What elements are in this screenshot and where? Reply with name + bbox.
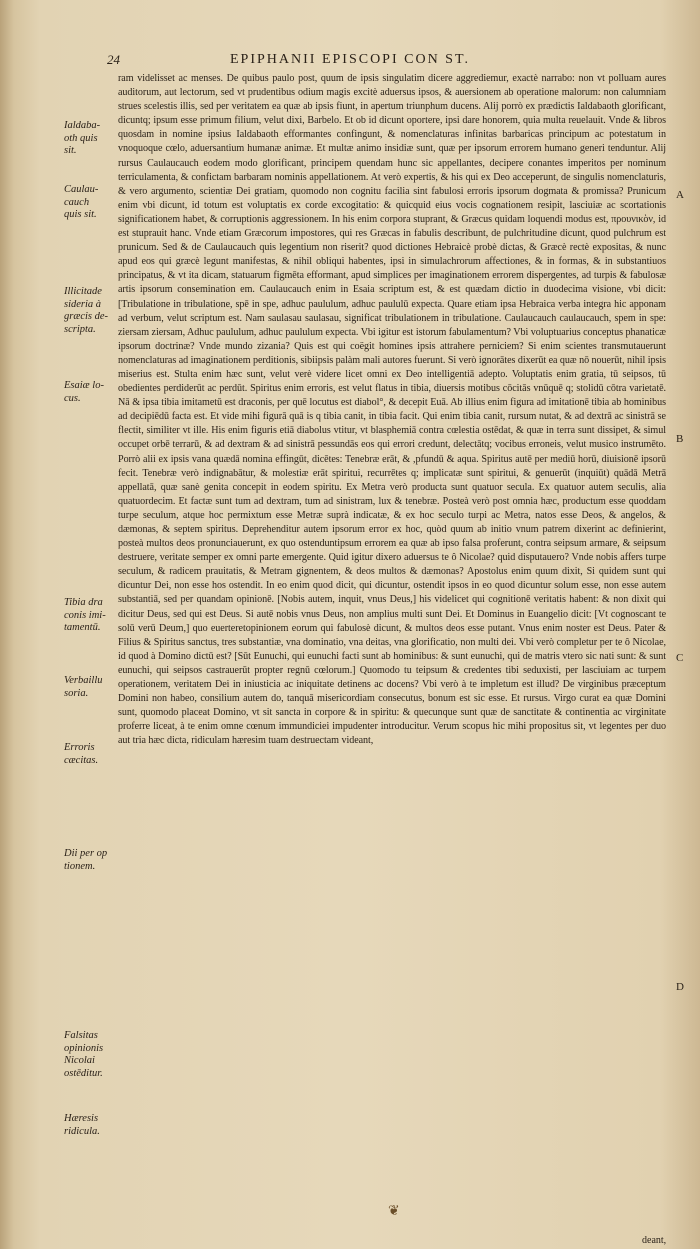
margin-note-line: ridicula. bbox=[64, 1125, 100, 1137]
margin-note-line: cus. bbox=[64, 392, 81, 404]
margin-note-line: Erroris bbox=[64, 742, 95, 753]
margin-note-line: Verbaillu bbox=[64, 675, 103, 686]
margin-note-line: Illicitade bbox=[64, 286, 102, 297]
section-letter-c: C bbox=[676, 652, 684, 664]
margin-note-illicita bbox=[64, 286, 118, 336]
margin-note-line: cæcitas. bbox=[64, 754, 99, 766]
printers-ornament-icon: ❦ bbox=[388, 1204, 400, 1219]
catchword: deant, bbox=[642, 1235, 667, 1246]
main-text: ram videlisset ac menses. De quibus paulo post, quum de ipsis singulatim dicere aggrediemur, exactè narrabo: non vt polluam aures auditorum, aut lectorum, sed vt prudentibus odium magis excitè aduersus ipsos, & auersionem ab operatione malorum: non calumniam strues scelestis illis, sed per veritatem ea quæ ab ipsis fiunt, in apertum triunphum ducens. Alij porrò ex prædictis Ialdabaoth glorificant, dicuntq; ipsum esse primum filium, velut dixi, Barbelo. Et ob id dicunt oportere, ipsi dare honorem, quia multa reuelauit. Vnde & libros quosdam in nomine ipsius Ialdabaoth efformantes confingunt, & nomenclaturas infinitas barbaricas principum ac potestatum in vnoquoque cœlo, aduersantium humanæ animæ. Et multæ animo insidiæ sunt, quæ per ipsorum errorem humano generi tenduntur. Alij rursus Caulaucauch eodem modo glorificant, principem quendam hunc sic appellantes, decipere conantes imperitos per nominum terriculamenta, & confictam barbaram nominis appellationem. At verò expertis, & his qui ex Deo acceperunt, de singulis nomenclaturis, & vero argumento, scientiæ Dei gratiam, quomodo non cognitu facilia sint fabulosi erroris ipsorum dogmata & promissa? Prunicum enim vbi dicunt, id totum est voluptatis ex corde excogitatio: & quicquid eius vocis cognationem resipit, lasciuiæ ac scortationis significationem habet, & corruptionis aggressionem. In his enim corpora stuprant, & Græcus quidam loquendi modus est, προυνικὸν, id est stuprauit hanc. Vnde etiam Græcorum impostores, qui res Græcas in fabulis describunt, de pulchritudine dicunt, quod pulchrum est prunicum. Sed & de Caulaucauch quis legentium non riserit? quod dictiones Hebraicè probè dictas, & Græcè rectè expositas, & nunc apud eos qui græcè legunt manifestas, & nihil obliqui habentes, ipsi in simulachrorum affectiones, & in formas, & in substantiuos principatus, & vt ita dicam, statuarum figmēta efformant, apud simplices per imaginationem errorem dispergentes, ad turpis & fabulosæ artis ipsorum consemination em. Caulaucauch enim in Esaia scriptum est, & est quædam dictio in duodecima visione, vbi dicit: [Tribulatione in tribulatione, spē in spe, adhuc paululum, adhuc paululū expecta. Quare etiam ipsa Hebraica verba integra hic apponam ad verbum, velut scriptum est. Nam saulasau saulasau, significat tribulationem in tribulatione. Caulaucauch caulaucauch, spem in spe: ziersam ziersam, Adhuc paululum, adhuc paululum expecta. Vbi igitur est istorum fabulamentum? Vbi voluptuarius conceptus phanaticæ ipsorum doctrinæ? Vnde mundo zizania? Quis est qui coëgit homines ipsis attrahere perniciem? Si enim scientes transmutauerunt nomenclaturas ad imaginationem perditionis, sibiipsis palàm mali autores fuerunt. Si verò ignorātes dixerūt ea quæ nō nouerūt, nihil ipsis miserius est. Stulta enim hæc sunt, velut verè videre licet omni ex Deo intelligentiā adepto. Voluptatis enim gratia, tū seipsos, tū obedientes perdiderūt ac perdūt. Spiritus enim erroris, est velut flatus in tibia, diuersis motibus cōcitās vnūquē q; stolidū cōtra varietatē. Nā & ipsa tibia imitametū est draconis, per quē locutus est diabol°, & decepit Euā. Ab illius enim figura ad imitationē tibia ab hominibus ad decipiēdū facta est. Et vide mihi figurā quā is q tibia canit, in tibia facit. Qui enim tibia canit, rursum nutat, & ad dextrā ac sinistrā se flectit, similiter vt ille. His enim figuris etiā diabolus vtitur, vt blasphemiā contra cœlestia ostēdat, & quæ in terra sunt dissipet, & simul occupet orbē terrarū, & ad dextram & ad sinistrā pessundās eos qui errori credunt, delectātq; vocibus erroneis, velut musico instrumēto. Porrò alii ex ipsis vana quædā nomina effingūt, dicētes: Tenebræ erāt, & ,pfundū & aqua. Spiritus autē per mediū horū, diuisionē ipsorū fecit. Tenebræ verò indignabātur, & molestiæ erāt spiritui, recurrētes q; implicatæ sunt spiritui, & genuerūt (inquiūt) quādā Metrā appellatā, quæ sanè genita concepit in eodem spiritu. Ex Metra verò producta sunt quatuor secula. Ex quatuor autem seculis, alia quatuordecim. Et factæ sunt tum ad dextram, tum ad sinistram, lux & tenebræ. Posteà verò post omnia hæc, productum esse quoddam turpe seculum, atque hoc permixtum esse Metræ suprà indicatæ, & ex hoc seculo turpi ac Metra, natos esse Deos, & angelos, & dæmonas, & septem spiritus. Deprehenditur autem ipsorum error ex hoc, quòd quum ab initio vnum patrem dixerint ac definierint, posteà multos deos pronunciauerunt, ex quo ostenduntipsum errorem ea quæ ab ipso falsa proferunt, contra seipsum armare, & seipsum destruere, veritate semper ex omni parte emergente. Quid igitur dixero aduersus te ô Nicolae? quid disputauero? Vnde nobis affers turpe seculum, & radicem prauitatis, & Metram gignentem, & deos multos & dæmonas? Apostolus enim quum dixit, Si quidem sunt qui dicuntur Dei, non esse hos ostendit. In eo enim quod dicit, qui dicuntur, ostendit ipsos in eo quod dicuntur solum esse, non esse autem substantiā, sed per quandam opinionē. [Nobis autem, inquit, vnus Deus,] his videlicet qui cognitionē veritatis habent: & non dixit qui dicitur Deus, sed qui est Deus. Si autē nobis vnus Deus, non amplius multi sunt Dei. Et Dominus in Euangelio dicit: [Vt cognoscant te solū verū Deum,] quo euerteretopinionem eorum qui fabulosè dicunt, & multos deos esse putant. Vnus enim noster est Deus. Pater & Filius & Spiritus sanctus, tres substantiæ, vna dominatio, vna deitas, vna glorificatio, non multi dei. Vbi verò completur per te ô Nicolae, id quod à Domino dictū est? [Sūt Eunuchi, qui eunuchi facti sunt ab hominibus: & sunt eunuchi, qui de matris vtero sic nati sunt: & sunt eunuchi, qui seipsos castrauerūt propter regnū cœlorum.] Quomodo tu teipsum & credentes tibi seduxisti, per lasciuiam ac turpem operationem, veritatem Dei in iniusticia ac iniquitate detinens ac docens? Vbi verò à te impletum est illud? De virginibus præceptum Domini non habeo, consilium autem do, tanquā misericordiam consecutus, bonum est sic esse. Et rursus. Virgo curat ea quæ Domini sunt, quomodo placeat Domino, vt sit sancta in corpore & in spiritu: & quecunque sunt quæ de sanctitate & continentia ac virginitate proferre liceat, à te enim omne cœnum immundiciei impudenter introducitur. Verum scopus hic mihi propositus sit, vt legentes per duo aut tria hæc dicta, ridiculam hæresim tuam destruectam videant, bbox=[118, 73, 666, 747]
margin-note-line: soria. bbox=[64, 687, 89, 699]
margin-note-line: sideria à bbox=[64, 298, 102, 310]
margin-note-line: sit. bbox=[64, 145, 77, 156]
margin-note-line: Falsitas bbox=[64, 1030, 98, 1041]
margin-note-falsitas bbox=[64, 1030, 118, 1080]
margin-note-esaiae bbox=[64, 380, 118, 405]
running-head: EPIPHANII EPISCOPI CON ST. bbox=[230, 52, 470, 67]
margin-note-line: tamentū. bbox=[64, 622, 101, 633]
margin-note-line: conis imi- bbox=[64, 609, 106, 621]
section-letter-d: D bbox=[676, 981, 684, 993]
margin-note-line: tionem. bbox=[64, 860, 96, 872]
page-number: 24 bbox=[107, 52, 120, 67]
margin-note-caulaucauch bbox=[64, 184, 118, 222]
margin-note-line: oth quis bbox=[64, 132, 98, 144]
margin-note-tibia bbox=[64, 597, 118, 635]
section-letter-a: A bbox=[676, 189, 684, 201]
margin-note-haeresis bbox=[64, 1113, 118, 1138]
margin-note-line: Ialdaba- bbox=[64, 120, 101, 131]
margin-note-line: græcis de- bbox=[64, 311, 109, 322]
margin-note-line: scripta. bbox=[64, 323, 96, 335]
margin-note-line: quis sit. bbox=[64, 209, 97, 220]
margin-note-line: Caulau- bbox=[64, 184, 99, 195]
margin-note-line: Tibia dra bbox=[64, 597, 103, 608]
margin-note-erroris bbox=[64, 742, 118, 767]
margin-note-line: ostēditur. bbox=[64, 1067, 103, 1079]
margin-note-line: Dii per op bbox=[64, 848, 108, 859]
margin-note-line: opinionis bbox=[64, 1042, 104, 1054]
margin-note-line: Hæresis bbox=[64, 1113, 99, 1124]
margin-note-ialdabaoth bbox=[64, 120, 118, 158]
section-letter-b: B bbox=[676, 433, 684, 445]
margin-note-line: Nicolai bbox=[64, 1055, 95, 1066]
page-header bbox=[0, 52, 700, 72]
margin-note-line: Esaiæ lo- bbox=[64, 380, 104, 391]
margin-note-dii bbox=[64, 848, 118, 873]
margin-note-verba bbox=[64, 675, 118, 700]
margin-note-line: cauch bbox=[64, 196, 90, 208]
